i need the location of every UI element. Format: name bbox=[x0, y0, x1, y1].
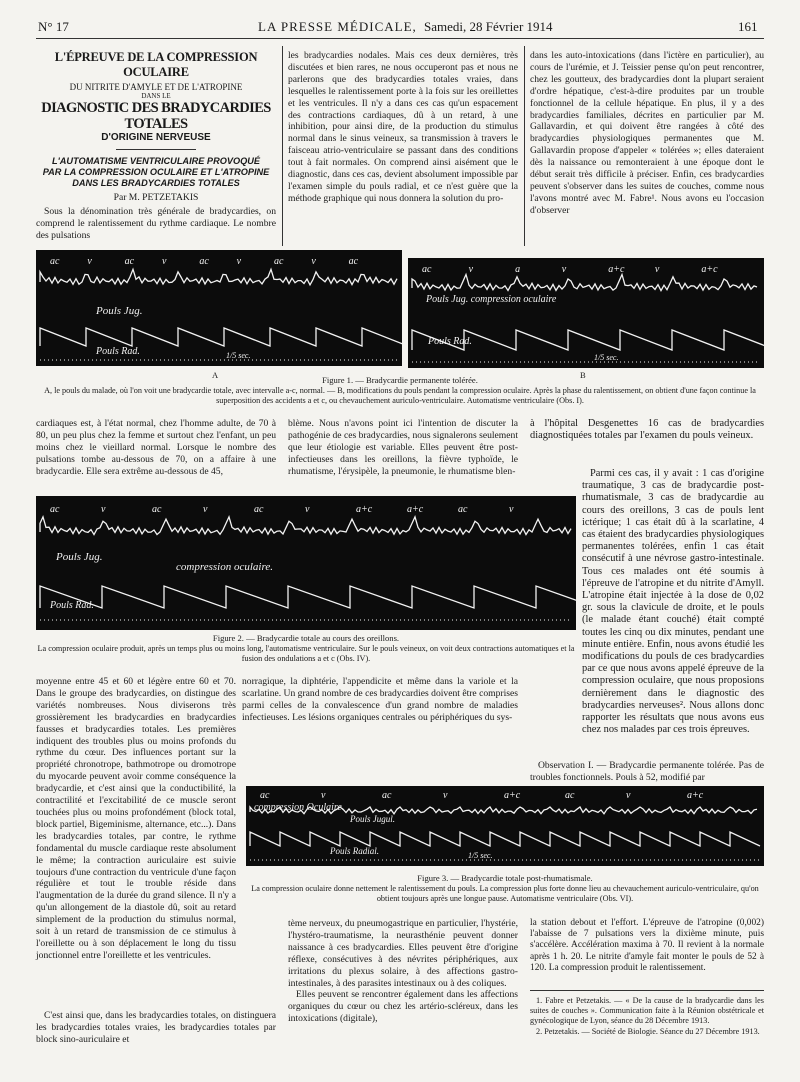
author: Par M. PETZETAKIS bbox=[113, 192, 199, 203]
fig3-wave-label: ac bbox=[565, 790, 575, 801]
page-number: 161 bbox=[738, 19, 758, 34]
fig3-wave-label: a+c bbox=[504, 790, 521, 801]
fig1a-wave-label: ac bbox=[348, 256, 359, 267]
figure-2-caption-text: La compression oculaire produit, après un temps plus ou moins long, l'automatisme ventriculaire. Sur le pouls veineux, on voit deux contractions automatiques et la fusion des ondulations a et c (Obs. IV). bbox=[37, 643, 575, 663]
fig1a-wave-label: v bbox=[236, 256, 242, 267]
journal-name: LA PRESSE MÉDICALE, bbox=[258, 19, 417, 34]
fig2-jugular-label: Pouls Jug. bbox=[56, 551, 103, 563]
figure-3 bbox=[246, 786, 764, 866]
column-rule bbox=[282, 46, 283, 246]
fig1a-radial-trace bbox=[40, 328, 402, 346]
figure-2 bbox=[36, 496, 576, 630]
figure-3-caption bbox=[246, 874, 764, 903]
fig3-wave-label: v bbox=[443, 790, 448, 801]
figure-2-title: Figure 2. — Bradycardie totale au cours des oreillons. bbox=[212, 633, 400, 643]
fig3-radial-trace bbox=[250, 832, 760, 846]
fig1a-wave-label: ac bbox=[199, 256, 209, 267]
fig3-wave-label: a+c bbox=[687, 790, 704, 801]
fig1a-wave-label: v bbox=[162, 256, 167, 267]
fig3-radial-label: Pouls Radial. bbox=[330, 846, 379, 856]
col3-mid-text-2: Parmi ces cas, il y avait : 1 cas d'origine traumatique, 3 cas de bradycardie post-rhumatismale, 3 cas de bradycardie au cours des oreillons, 3 cas de pouls lent ictérique; 1 cas était dû à la scarlatine, 4 cas étaient des bradycardies physiologiques permanentes tolérées, enfin 1 cas était consécutif à une névrose gastro-intestinale. Tous ces malades ont été soumis à l'épreuve de l'atropine et du nitrite d'Amyll. L'atropine était injectée à la dose de 0,02 gr. sous la clavicule de droite, et le pouls (le malade étant couché) était compté toutes les cinq ou dix minutes, pendant une minute entière. Enfin, nous avons étudié les modifications du pouls de ces bradycardies par ce que nous avons appelé épreuve de la compression oculaire, que nous proposions dernièrement dans le diagnostic des bradycardies nerveuses². Nous allons donc rapporter les résultats que nous avons eus chez nos malades par ces trois épreuves. bbox=[582, 468, 764, 736]
col3-mid-text: à l'hôpital Desgenettes 16 cas de bradycardies diagnostiquées totales par l'examen du pouls veineux. bbox=[530, 418, 764, 442]
title-line-3: DANS LE bbox=[141, 92, 171, 100]
figure-1-title: Figure 1. — Bradycardie permanente tolérée. bbox=[322, 375, 478, 385]
issue-date: Samedi, 28 Février 1914 bbox=[424, 19, 553, 34]
subtitle-line-3: DANS LES BRADYCARDIES TOTALES bbox=[72, 178, 240, 188]
fig3-wave-label: v bbox=[321, 790, 326, 801]
title-line-1: L'ÉPREUVE DE LA COMPRESSION OCULAIRE bbox=[54, 50, 258, 79]
fig1b-jugular-label: Pouls Jug. compression oculaire bbox=[426, 294, 557, 305]
fig2-wave-label: ac bbox=[50, 504, 60, 515]
col2-mid-text: blème. Nous n'avons point ici l'intention de discuter la pathogénie de ces bradycardies, nous signalerons seulement que leur étiologie est variable. Elles peuvent être post-infectieuses dans les oreillons, la fièvre typhoïde, le rhumatisme, l'érysipèle, la pneumonie, le rhumatisme blen- bbox=[288, 418, 518, 477]
fig2-wave-label: v bbox=[509, 504, 514, 515]
fig2-jugular-trace bbox=[40, 517, 571, 535]
col3-bottom-text: la station debout et l'effort. L'épreuve de l'atropine (0,002) l'abaisse de 7 pulsations vers la dixième minute, puis s'accélère. Accélération maxima à 70. Il revient à la normale après 1 h. 20. Le nitrite d'amyle fait monter le pouls de 52 à 120. La compression produit le ralentissement. bbox=[530, 918, 764, 973]
footnotes bbox=[530, 996, 764, 1039]
fig1a-wave-label: v bbox=[311, 256, 316, 267]
col1-top-text: Sous la dénomination très générale de bradycardies, on comprend le ralentissement du rythme cardiaque. Le nombre des pulsations bbox=[36, 206, 276, 241]
fig2-wave-label: ac bbox=[254, 504, 264, 515]
fig2-radial-trace bbox=[40, 586, 576, 608]
issue-number: N° 17 bbox=[38, 19, 69, 34]
figure-1a-letter: A bbox=[212, 370, 219, 380]
fig3-time-label: 1/5 sec. bbox=[468, 851, 493, 860]
figure-1a bbox=[36, 250, 402, 366]
title-line-4: DIAGNOSTIC DES BRADYCARDIES TOTALES bbox=[41, 100, 271, 132]
fig1b-jugular-trace bbox=[412, 275, 757, 291]
figure-1-caption bbox=[36, 376, 764, 405]
figure-1-caption-text: A, le pouls du malade, où l'on voit une bradycardie totale, avec intervalle a-c, normal. — B, modifications du pouls pendant la compression oculaire. Après la phase du ralentissement, on obtient d'une façon continue la superposition des accidents a et c, ou chevauchement auriculo-ventriculaire. Automatisme ventriculaire (Obs. I). bbox=[44, 385, 756, 405]
fig3-wave-label: ac bbox=[382, 790, 392, 801]
figure-1b bbox=[408, 258, 764, 368]
fig1b-wave-label: a+c bbox=[701, 264, 718, 275]
fig1a-time-label: 1/5 sec. bbox=[226, 351, 251, 360]
fig2-radial-label: Pouls Rad. bbox=[50, 600, 94, 611]
fig2-wave-label: v bbox=[305, 504, 310, 515]
fig2-wave-label: a+c bbox=[407, 504, 424, 515]
fig2-wave-label: ac bbox=[458, 504, 468, 515]
fig3-jugular-label: Pouls Jugul. bbox=[350, 814, 395, 824]
fig1a-jugular-trace bbox=[40, 269, 397, 285]
header-rule bbox=[36, 38, 764, 39]
subtitle-line-2: PAR LA COMPRESSION OCULAIRE ET L'ATROPINE bbox=[42, 167, 270, 177]
figure-2-caption bbox=[36, 634, 576, 663]
article-title bbox=[36, 50, 276, 203]
fig1a-wave-label: ac bbox=[50, 256, 60, 267]
figure-3-caption-text: La compression oculaire donne nettement le ralentissement du pouls. La compression plus forte donne lieu au chevauchement auriculo-ventriculaire, qu'on obtient toujours après une longue pause. Automatisme ventriculaire (Obs. VI). bbox=[251, 883, 759, 903]
col1-mid-text: cardiaques est, à l'état normal, chez l'homme adulte, de 70 à 80, un peu plus chez la femme et surtout chez l'enfant, un peu moins chez le vieillard normal. Lorsque le nombre des pulsations tombe au-dessous de 70, on a affaire à une bradycardie. Elle sera extrême au-dessous de 45, bbox=[36, 418, 276, 477]
fig1b-wave-label: ac bbox=[422, 264, 432, 275]
fig2-wave-label: v bbox=[101, 504, 106, 515]
subtitle bbox=[36, 156, 276, 189]
fig1a-wave-label: v bbox=[87, 256, 92, 267]
col1-low-text: moyenne entre 45 et 60 et légère entre 60 et 70. Dans le groupe des bradycardies, on distingue des variétés nombreuses. Nous diviserons très grossièrement les bradycardies en bradycardies fausses et bradycardies totales. Les premières indiquent des troubles plus ou moins profonds du rythme du cœur. Des influences portant sur la propriété chronotrope, bathmotrope ou dromotrope du myocarde peuvent avoir comme conséquence la bradycardie, et c'est ainsi que la conductibilité, la contractilité et l'excitabilité de ce muscle seront touchées plus ou moins profondément (block total, block partiel, Bigeminisme, alternance, etc...). Dans les bradycardies totales, par contre, le rythme fondamental du muscle cardiaque reste absolument le même; la contraction auriculaire est suivie toujours d'une contraction du ventricule d'une façon régulière et tout le trouble réside dans l'augmentation de la durée du grand silence. Il n'y a qu'un allongement de la diastole dû, soit au retard simplement de la production du stimulus normal, soit à un retard de transmission de ce stimulus à l'oreillette ou à son déplacement le long du tissu jonctionnel entre l'oreillette et les ventricules. bbox=[36, 676, 236, 961]
fig1b-radial-label: Pouls Rad. bbox=[428, 336, 472, 347]
fig1a-jugular-label: Pouls Jug. bbox=[96, 305, 143, 317]
fig3-wave-label: ac bbox=[260, 790, 270, 801]
footnote-rule bbox=[530, 990, 764, 991]
fig2-wave-label: a+c bbox=[356, 504, 373, 515]
title-line-5: D'ORIGINE NERVEUSE bbox=[101, 132, 211, 143]
fig2-wave-label: v bbox=[203, 504, 208, 515]
fig1b-wave-label: v bbox=[468, 264, 474, 275]
fig1a-wave-label: ac bbox=[274, 256, 284, 267]
title-rule bbox=[116, 149, 196, 150]
col3-observation: Observation I. — Bradycardie permanente tolérée. Pas de troubles fonctionnels. Pouls à 52, modifié par bbox=[530, 760, 764, 783]
footnote-2: 2. Petzetakis. — Société de Biologie. Séance du 27 Décembre 1913. bbox=[536, 1027, 760, 1037]
fig1b-wave-label: v bbox=[654, 264, 660, 275]
col3-top-text: dans les auto-intoxications (dans l'ictère en particulier), au cours de l'urémie, et J. Teissier pense qu'on peut rencontrer, chez les goutteux, des bradycardies dont la plupart seraient d'ordre hépatique, c'est-à-dire produites par un trouble fonctionnel de la cellule hépatique. En plus, il y a des bradycardies familiales, décrites en particulier par M. Gallavardin, et qui doivent être rangées à côté des bradycardies physiologiques permanentes que M. Gallavardin propose d'appeler « tolérées »; elles dateraient dès la naissance ou remonteraient à une époque dont le début serait très difficile à préciser. Enfin, ces bradycardies peuvent s'observer dans les suites de couches, comme nous l'avons montré avec M. Fabre¹. Nous avons eu l'occasion d'observer bbox=[530, 50, 764, 216]
figure-1b-letter: B bbox=[580, 370, 586, 380]
footnote-1: 1. Fabre et Petzetakis. — « De la cause de la bradycardie dans les suites de couches ». Communication faite à la Réunion obstétricale et gynécologique de Lyon, séance du 28 Décembre 1913. bbox=[530, 996, 764, 1025]
col2-top-text: les bradycardies nodales. Mais ces deux dernières, très discutées et bien rares, ne nous occuperont pas et nous ne parlerons que des bradycardies totales vraies, dans lesquelles le ralentissement porte à la fois sur les oreillettes et les ventricules. Il n'y a dans ces cas qu'un espacement des contractions cardiaques, dû à un retard, à une inhibition, pour ainsi dire, de la production du stimulus normal dans le sinus veineux, sa transmission à travers le faisceau atrio-ventriculaire se passant dans des conditions tout à fait normales. On comprend ainsi aisément que le diagnostic, dans ces cas, devient absolument impossible par l'examen simple du pouls radial, et ce n'est guère que la méthode graphique qui nous donnera la solution du pro- bbox=[288, 50, 518, 204]
fig3-compression-label: compression Oculaire. bbox=[254, 802, 345, 813]
fig1b-wave-label: v bbox=[561, 264, 567, 275]
fig1b-wave-label: a+c bbox=[608, 264, 625, 275]
fig1b-time-label: 1/5 sec. bbox=[594, 353, 619, 362]
column-rule bbox=[524, 46, 525, 246]
title-line-2: DU NITRITE D'AMYLE ET DE L'ATROPINE bbox=[69, 82, 243, 92]
subtitle-line-1: L'AUTOMATISME VENTRICULAIRE PROVOQUÉ bbox=[51, 156, 261, 166]
figure-3-title: Figure 3. — Bradycardie totale post-rhumatismale. bbox=[417, 873, 593, 883]
fig3-wave-label: v bbox=[626, 790, 631, 801]
col2-low-text: norragique, la diphtérie, l'appendicite et même dans la variole et la scarlatine. Un grand nombre de ces bradycardies doivent être comprises parmi celles de la convalescence d'un grand nombre de maladies infectieuses. Les lésions organiques centrales ou périphériques du sys- bbox=[242, 676, 518, 723]
col1-bottom-text: C'est ainsi que, dans les bradycardies totales, on distinguera les bradycardies totales vraies, les bradycardies totales par block sino-auriculaire et bbox=[36, 1010, 276, 1045]
fig1b-wave-label: a bbox=[515, 264, 521, 275]
fig2-wave-label: ac bbox=[152, 504, 162, 515]
col2-bottom-text: tème nerveux, du pneumogastrique en particulier, l'hystérie, l'hystéro-traumatisme, la neurasthénie peuvent donner naissance à ces bradycardies. Elles peuvent être d'origine réflexe, consécutives à des névrites périphériques, aux irritations du plexus solaire, à des affections gastro-intestinales, à des parasites intestinaux ou à des coliques. Elles peuvent se rencontrer également dans les affections organiques du cœur ou chez les artério-scléreux, dans les intoxications (digitale), bbox=[288, 918, 518, 1025]
fig2-compression-label: compression oculaire. bbox=[176, 561, 273, 573]
fig1a-wave-label: ac bbox=[124, 256, 135, 267]
fig1a-radial-label: Pouls Rad. bbox=[96, 346, 140, 357]
